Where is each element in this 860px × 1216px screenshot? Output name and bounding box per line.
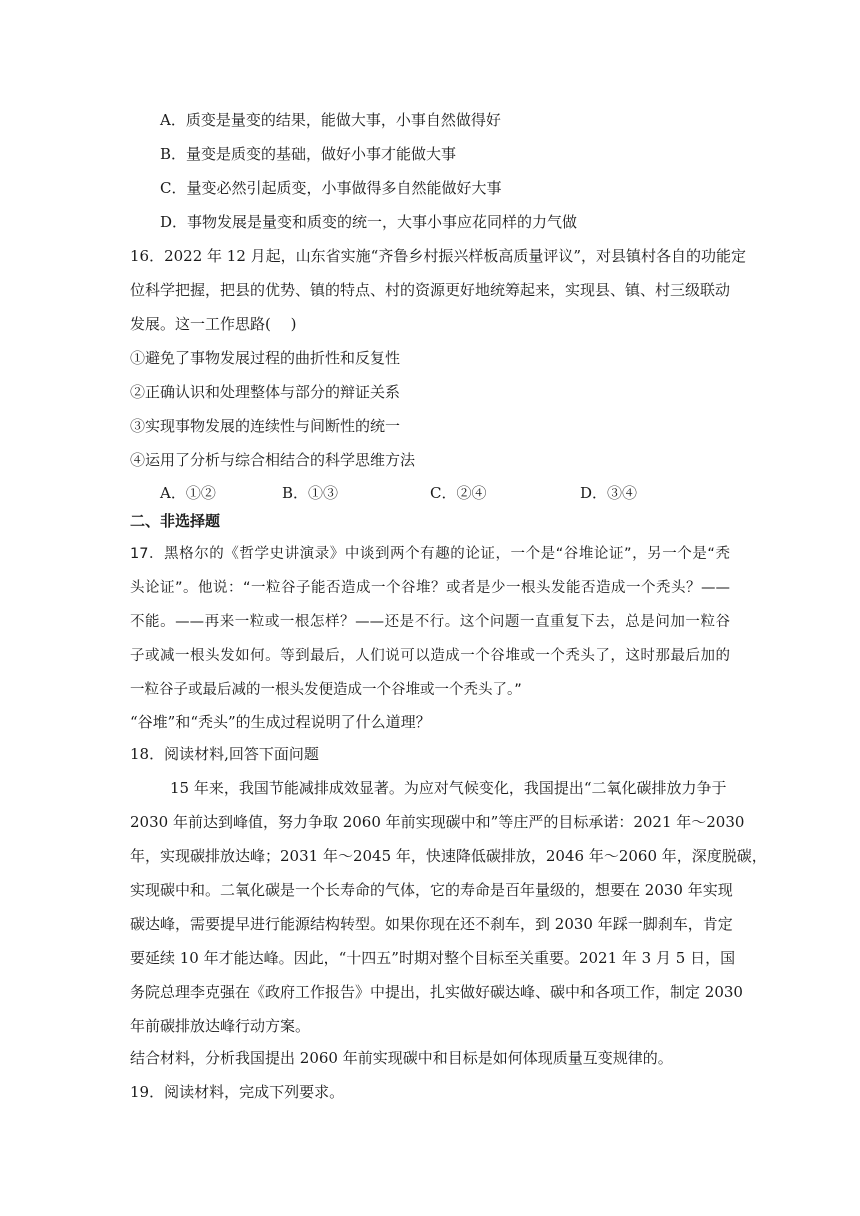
q17-line-3: 不能。——再来一粒或一根怎样？——还是不行。这个问题一直重复下去，总是问加一粒谷 [130,614,730,630]
q16-statement-2: ②正确认识和处理整体与部分的辩证关系 [130,383,401,401]
q17-line-5: 一粒谷子或最后减的一根头发便造成一个谷堆或一个秃头了。” [130,682,522,698]
q18-material-line-7: 务院总理李克强在《政府工作报告》中提出，扎实做好碳达峰、碳中和各项工作，制定 2030 [130,983,743,1001]
q19-title: 19．阅读材料，完成下列要求。 [130,1083,345,1101]
q17-line-1: 17．黑格尔的《哲学史讲演录》中谈到两个有趣的论证，一个是“谷堆论证”，另一个是“秃 [130,546,730,562]
q18-material-line-1: 15 年来，我国节能减排成效显著。为应对气候变化，我国提出“二氧化碳排放力争于 [170,779,727,797]
q16-statement-4: ④运用了分析与综合相结合的科学思维方法 [130,451,416,469]
q18-question: 结合材料，分析我国提出 2060 年前实现碳中和目标是如何体现质量互变规律的。 [130,1049,673,1067]
q17-line-2: 头论证”。他说：“一粒谷子能否造成一个谷堆？或者是少一根头发能否造成一个秃头？—— [130,580,730,596]
q16-stem-line-2: 位科学把握，把县的优势、镇的特点、村的资源更好地统筹起来，实现县、镇、村三级联动 [130,281,731,299]
q16-statement-1: ①避免了事物发展过程的曲折性和反复性 [130,349,401,367]
q16-stem-line-3: 发展。这一工作思路( ) [130,315,297,333]
q18-material-line-8: 年前碳排放达峰行动方案。 [130,1017,311,1035]
q18-material-line-3: 年，实现碳排放达峰；2031 年～2045 年，快速降低碳排放，2046 年～2060 年，深度脱碳， [130,847,767,865]
q16-choice-a: A．①② [160,484,216,502]
q16-choice-d: D．③④ [580,484,638,502]
q18-material-line-4: 实现碳中和。二氧化碳是一个长寿命的气体，它的寿命是百年量级的，想要在 2030 年实现 [130,881,733,899]
q16-choice-b: B．①③ [282,484,339,502]
q15-option-b: B．量变是质变的基础，做好小事才能做大事 [160,145,457,163]
q18-title: 18．阅读材料,回答下面问题 [130,745,319,763]
q16-choice-c: C．②④ [430,484,487,502]
q16-statement-3: ③实现事物发展的连续性与间断性的统一 [130,417,401,435]
q16-stem-line-1: 16．2022 年 12 月起，山东省实施“齐鲁乡村振兴样板高质量评议”，对县镇村各自的功能定 [130,247,746,265]
q18-material-line-5: 碳达峰，需要提早进行能源结构转型。如果你现在还不刹车，到 2030 年踩一脚刹车，肯定 [130,915,733,933]
q15-option-d: D．事物发展是量变和质变的统一，大事小事应花同样的力气做 [160,213,578,231]
section-heading: 二、非选择题 [130,512,221,530]
q17-line-4: 子或减一根头发如何。等到最后，人们说可以造成一个谷堆或一个秃头了，这时那最后加的 [130,648,730,664]
q18-material-line-6: 要延续 10 年才能达峰。因此，“十四五”时期对整个目标至关重要。2021 年 3 月 5 日，国 [130,949,736,967]
q15-option-a: A．质变是量变的结果，能做大事，小事自然做得好 [160,111,501,129]
q15-option-c: C．量变必然引起质变，小事做得多自然能做好大事 [160,179,502,197]
q18-material-line-2: 2030 年前达到峰值，努力争取 2060 年前实现碳中和”等庄严的目标承诺：2021 年～2030 [130,813,745,831]
q17-question: “谷堆”和“秃头”的生成过程说明了什么道理？ [130,713,431,731]
